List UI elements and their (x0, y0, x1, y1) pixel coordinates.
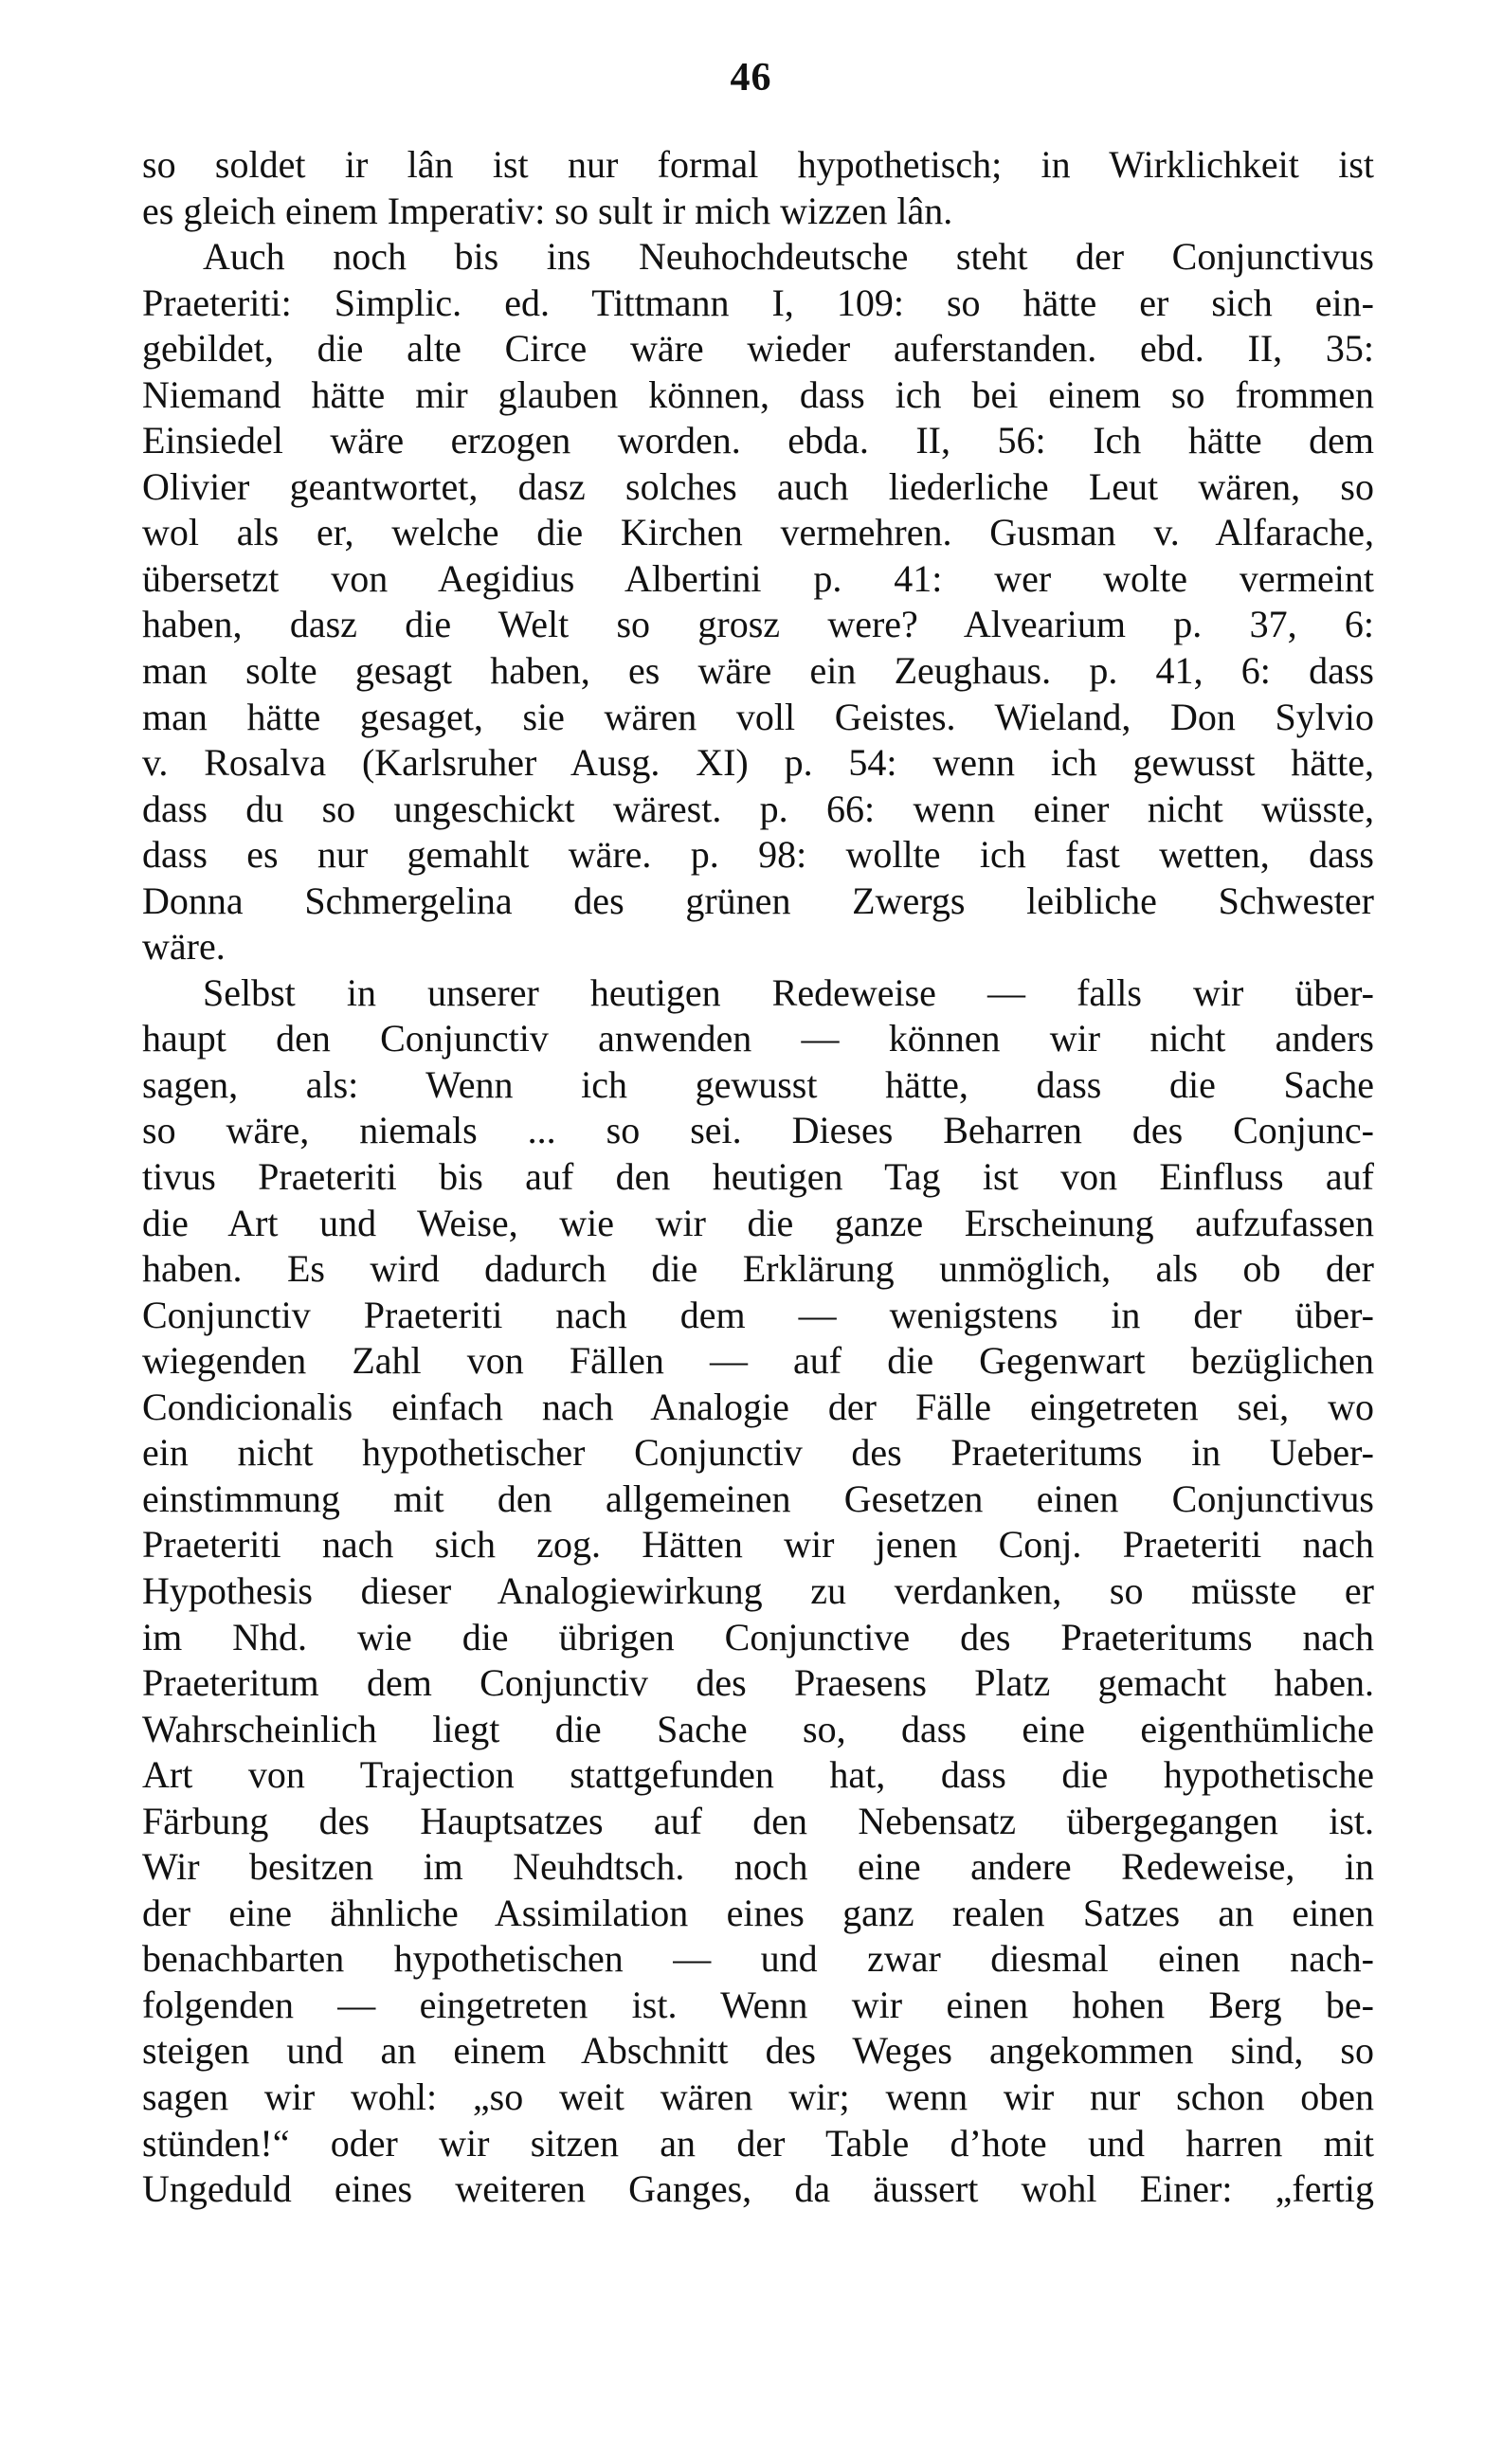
text-line: v. Rosalva (Karlsruher Ausg. XI) p. 54: wenn ich gewusst hätte, (142, 741, 1374, 785)
text-line: so soldet ir lân ist nur formal hypothetisch; in Wirklichkeit ist (142, 143, 1374, 186)
text-line: sagen, als: Wenn ich gewusst hätte, dass die Sache (142, 1062, 1374, 1106)
text-line: Einsiedel wäre erzogen worden. ebda. II, 56: Ich hätte dem (142, 419, 1374, 462)
text-line: Ungeduld eines weiteren Ganges, da äussert wohl Einer: „fertig (142, 2167, 1374, 2211)
text-line: Praeteriti nach sich zog. Hätten wir jenen Conj. Praeteriti nach (142, 1523, 1374, 1567)
text-line: Art von Trajection stattgefunden hat, dass die hypothetische (142, 1753, 1374, 1797)
text-line: Praeteriti: Simplic. ed. Tittmann I, 109: so hätte er sich ein- (142, 281, 1374, 324)
text-line: der eine ähnliche Assimilation eines ganz realen Satzes an einen (142, 1891, 1374, 1934)
text-line: benachbarten hypothetischen — und zwar diesmal einen nach- (142, 1937, 1374, 1981)
text-line: wiegenden Zahl von Fällen — auf die Gegenwart bezüglichen (142, 1339, 1374, 1383)
text-line: übersetzt von Aegidius Albertini p. 41: wer wolte vermeint (142, 556, 1374, 600)
body-text (142, 142, 1374, 2213)
text-line: haupt den Conjunctiv anwenden — können wir nicht anders (142, 1017, 1374, 1060)
page-number: 46 (730, 56, 772, 100)
text-line: haben. Es wird dadurch die Erklärung unmöglich, als ob der (142, 1247, 1374, 1291)
text-line: wol als er, welche die Kirchen vermehren. Gusman v. Alfarache, (142, 511, 1374, 554)
text-line: Auch noch bis ins Neuhochdeutsche steht der Conjunctivus (203, 235, 1374, 279)
text-line: es gleich einem Imperativ: so sult ir mich wizzen lân. (142, 189, 953, 232)
text-line: stünden!“ oder wir sitzen an der Table d’hote und harren mit (142, 2121, 1374, 2165)
text-line: die Art und Weise, wie wir die ganze Erscheinung aufzufassen (142, 1201, 1374, 1244)
text-line: Condicionalis einfach nach Analogie der Fälle eingetreten sei, wo (142, 1385, 1374, 1428)
text-line: ein nicht hypothetischer Conjunctiv des Praeteritums in Ueber- (142, 1431, 1374, 1475)
text-line: man solte gesagt haben, es wäre ein Zeughaus. p. 41, 6: dass (142, 649, 1374, 693)
text-line: Olivier geantwortet, dasz solches auch liederliche Leut wären, so (142, 464, 1374, 508)
text-line: im Nhd. wie die übrigen Conjunctive des Praeteritums nach (142, 1615, 1374, 1658)
text-line: Selbst in unserer heutigen Redeweise — falls wir über- (203, 970, 1374, 1014)
text-line: gebildet, die alte Circe wäre wieder auferstanden. ebd. II, 35: (142, 327, 1374, 371)
text-line: Wir besitzen im Neuhdtsch. noch eine andere Redeweise, in (142, 1845, 1374, 1889)
text-line: wäre. (142, 925, 226, 969)
text-line: Färbung des Hauptsatzes auf den Nebensatz übergegangen ist. (142, 1799, 1374, 1842)
text-line: tivus Praeteriti bis auf den heutigen Tag ist von Einfluss auf (142, 1155, 1374, 1199)
text-line: haben, dasz die Welt so grosz were? Alvearium p. 37, 6: (142, 603, 1374, 646)
text-line: steigen und an einem Abschnitt des Weges angekommen sind, so (142, 2029, 1374, 2073)
text-line: Niemand hätte mir glauben können, dass ich bei einem so frommen (142, 372, 1374, 416)
text-line: Donna Schmergelina des grünen Zwergs leibliche Schwester (142, 879, 1374, 922)
text-line: sagen wir wohl: „so weit wären wir; wenn wir nur schon oben (142, 2074, 1374, 2118)
text-line: einstimmung mit den allgemeinen Gesetzen einen Conjunctivus (142, 1477, 1374, 1520)
text-line: dass es nur gemahlt wäre. p. 98: wollte ich fast wetten, dass (142, 833, 1374, 877)
text-line: dass du so ungeschickt wärest. p. 66: wenn einer nicht wüsste, (142, 787, 1374, 830)
text-line: so wäre, niemals ... so sei. Dieses Beharren des Conjunc- (142, 1109, 1374, 1152)
text-line: Conjunctiv Praeteriti nach dem — wenigstens in der über- (142, 1293, 1374, 1336)
text-line: Praeteritum dem Conjunctiv des Praesens Platz gemacht haben. (142, 1661, 1374, 1705)
text-line: Wahrscheinlich liegt die Sache so, dass eine eigenthümliche (142, 1707, 1374, 1750)
text-line: man hätte gesaget, sie wären voll Geistes. Wieland, Don Sylvio (142, 695, 1374, 738)
text-line: folgenden — eingetreten ist. Wenn wir einen hohen Berg be- (142, 1983, 1374, 2026)
text-line: Hypothesis dieser Analogiewirkung zu verdanken, so müsste er (142, 1568, 1374, 1612)
